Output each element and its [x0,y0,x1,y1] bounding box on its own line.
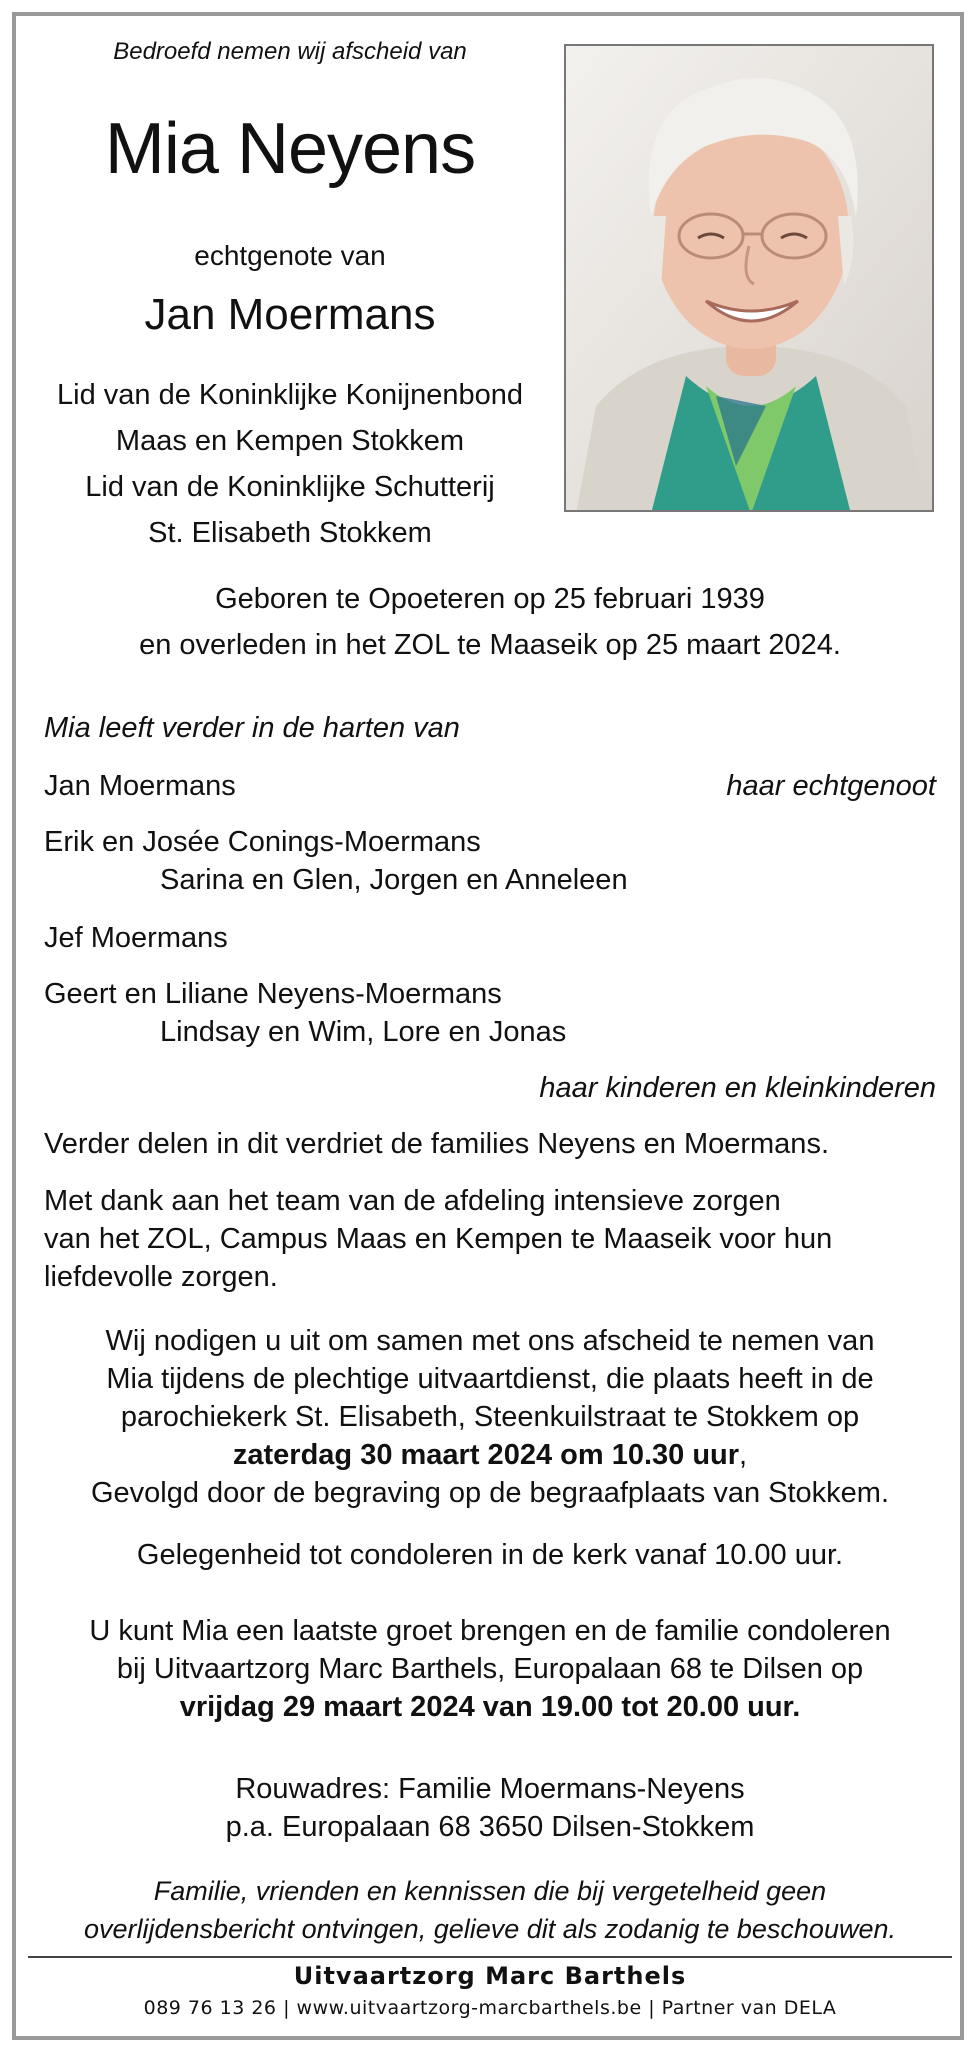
family-child: Erik en Josée Conings-Moermans [44,826,481,858]
spouse-label: echtgenote van [194,240,386,271]
deceased-name: Mia Neyens [104,109,476,189]
family-intro: Mia leeft verder in de harten van [44,712,460,744]
portrait-photo [564,44,934,512]
death-line: en overleden in het ZOL te Maaseik op 25 maart 2024. [139,629,841,661]
family-husband: Jan Moermans [44,770,236,802]
footer-company: Uitvaartzorg Marc Barthels [293,1962,687,1990]
service-date-suffix: , [739,1439,748,1471]
thanks-line: liefdevolle zorgen. [44,1261,278,1293]
footer-phone: 089 76 13 26 [143,1997,277,2019]
thanks-line: Met dank aan het team van de afdeling intensieve zorgen [44,1185,781,1217]
service-line: parochiekerk St. Elisabeth, Steenkuilstraat te Stokkem op [120,1401,860,1433]
membership-line: Lid van de Koninklijke Konijnenbond [57,379,523,411]
family-child: Jef Moermans [44,922,228,954]
visit-date: vrijdag 29 maart 2024 van 19.00 tot 20.00 uur. [179,1691,801,1723]
footer-separator: | [648,1997,656,2019]
intro-text: Bedroefd nemen wij afscheid van [113,38,467,65]
service-line: Mia tijdens de plechtige uitvaartdienst, die plaats heeft in de [106,1363,874,1395]
footer-info [20,1997,960,2019]
footer-website: www.uitvaartzorg-marcbarthels.be [296,1997,642,2019]
membership-line: Maas en Kempen Stokkem [115,425,465,457]
footer-separator: | [283,1997,290,2019]
visit-line: bij Uitvaartzorg Marc Barthels, Europalaan 68 te Dilsen op [116,1653,864,1685]
footer-partner: Partner van DELA [661,1997,837,2019]
spouse-name: Jan Moermans [144,290,436,339]
birth-line: Geboren te Opoeteren op 25 februari 1939 [215,583,765,615]
portrait-illustration [566,46,934,512]
family-child: Geert en Liliane Neyens-Moermans [44,978,502,1010]
husband-role: haar echtgenoot [726,770,936,802]
service-line: Wij nodigen u uit om samen met ons afscheid te nemen van [105,1325,875,1357]
address-line: Rouwadres: Familie Moermans-Neyens [235,1773,745,1805]
children-role: haar kinderen en kleinkinderen [539,1072,936,1104]
extended-family: Verder delen in dit verdriet de families Neyens en Moermans. [44,1128,829,1160]
family-grandchildren: Sarina en Glen, Jorgen en Anneleen [160,864,628,896]
service-date-bold: zaterdag 30 maart 2024 om 10.30 uur [232,1439,740,1471]
service-line: Gevolgd door de begraving op de begraafplaats van Stokkem. [90,1477,890,1509]
visit-line: U kunt Mia een laatste groet brengen en de familie condoleren [89,1615,891,1647]
footer-divider [28,1956,952,1958]
thanks-line: van het ZOL, Campus Maas en Kempen te Maaseik voor hun [44,1223,833,1255]
condolence-line: Gelegenheid tot condoleren in de kerk vanaf 10.00 uur. [136,1539,844,1571]
address-line: p.a. Europalaan 68 3650 Dilsen-Stokkem [225,1811,755,1843]
membership-line: Lid van de Koninklijke Schutterij [85,471,495,503]
family-grandchildren: Lindsay en Wim, Lore en Jonas [160,1016,567,1048]
notice-line: overlijdensbericht ontvingen, gelieve dit als zodanig te beschouwen. [83,1914,897,1944]
membership-line: St. Elisabeth Stokkem [148,517,432,549]
service-date [20,1436,960,1474]
notice-line: Familie, vrienden en kennissen die bij vergetelheid geen [153,1876,827,1906]
